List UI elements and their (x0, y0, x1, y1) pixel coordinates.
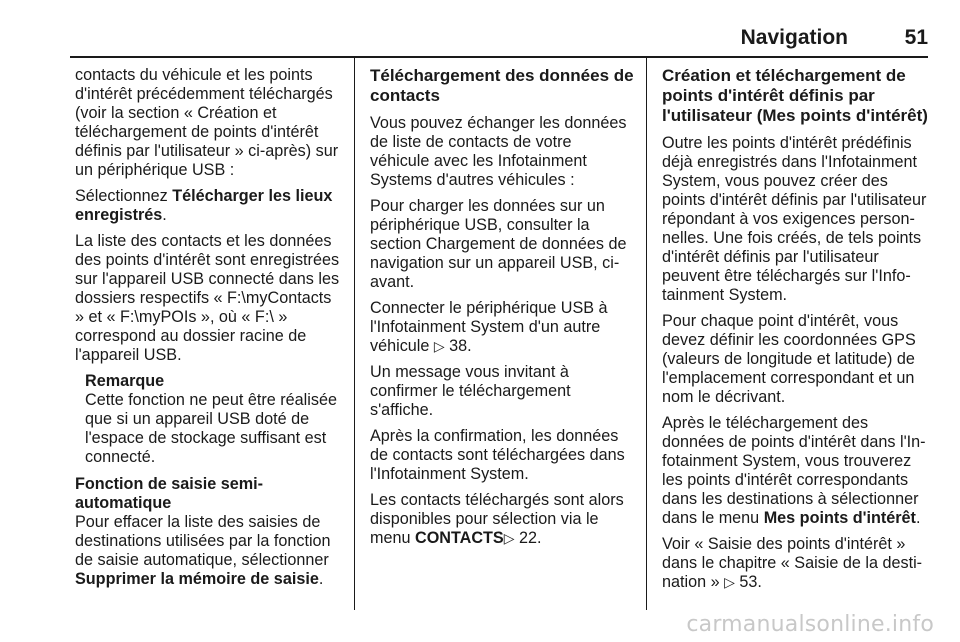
column-divider-1 (354, 58, 355, 610)
page-ref-icon: ▷ (503, 530, 515, 546)
text: Connecter le périphérique USB à l'Infotainment System d'un autre véhicule (370, 299, 608, 355)
paragraph: Outre les points d'intérêt prédéfinis déjà enregistrés dans l'Infotainment System, vous pouvez créer des points d'intérêt définis par l'utilisateur répondant à vos exigences personnelles. Une fois créés, de tels points d'intérêt définis par l'utilisateur peuvent être téléchargés sur l'Infotainment System. (662, 134, 927, 304)
paragraph (662, 535, 928, 592)
paragraph (370, 299, 634, 356)
note-block (75, 372, 341, 467)
chapter-title: Navigation (740, 26, 848, 49)
menu-item-ref: Télécharger les lieux enregistrés (75, 187, 333, 224)
page-header (70, 26, 928, 54)
text: . (162, 206, 167, 224)
paragraph (75, 513, 341, 589)
note-text: Cette fonction ne peut être réalisée que si un appareil USB doté de l'espace de stockage suffisant est connecté. (85, 391, 337, 466)
paragraph: contacts du véhicule et les points d'intérêt précédemment téléchargés (voir la section « Création et téléchargement de points d'intérêt définis par l'utilisateur » ci-après) sur un périphérique USB : (75, 66, 339, 179)
page-ref: 38. (444, 337, 472, 355)
paragraph (75, 187, 341, 225)
column-divider-2 (646, 58, 647, 610)
page-ref-icon: ▷ (724, 574, 735, 590)
menu-item-ref: Supprimer la mémoire de saisie (75, 570, 319, 588)
paragraph: Pour charger les données sur un périphérique USB, consulter la section Chargement de données de navigation sur un appareil USB, ci-avant. (370, 197, 627, 291)
section-heading: Fonction de saisie semi-automatique (75, 475, 264, 512)
paragraph: Après la confirmation, les données de contacts sont téléchargées dans l'Infotainment System. (370, 427, 625, 483)
paragraph: Un message vous invitant à confirmer le téléchargement s'affiche. (370, 363, 571, 419)
text: Sélectionnez (75, 187, 173, 205)
text: Après le téléchargement des données de points d'intérêt dans l'Infotainment System, vous trouverez les points d'intérêt correspondants dans les destinations à sélectionner dans le menu (662, 414, 926, 527)
paragraph (370, 491, 634, 548)
section-heading: Création et téléchargement de points d'intérêt définis par l'utilisateur (Mes points d'intérêt) (662, 66, 928, 125)
page-ref: 22. (514, 529, 542, 547)
column-1 (75, 66, 341, 596)
paragraph: Vous pouvez échanger les données de liste de contacts de votre véhicule avec les Infotainment Systems d'autres véhicules : (370, 114, 627, 189)
paragraph: La liste des contacts et les données des points d'intérêt sont enregistrées sur l'appareil USB connecté dans les dossiers respectifs « F:\myContacts » et « F:\myPOIs », où « F:\ » correspond au dossier racine de l'appareil USB. (75, 232, 340, 364)
watermark: carmanualsonline.info (686, 612, 934, 637)
section-heading: Téléchargement des données de contacts (370, 66, 634, 105)
text: Les contacts téléchargés sont alors disponibles pour sélection via le menu (370, 491, 624, 547)
text: . (318, 570, 324, 588)
text: Voir « Saisie des points d'intérêt » dans le chapitre « Saisie de la destination » (662, 535, 923, 591)
text: Pour effacer la liste des saisies de destinations utilisées par la fonction de saisie automatique, sélectionner (75, 513, 331, 569)
header-rule (70, 56, 928, 58)
page-ref: 53. (734, 573, 762, 591)
note-title: Remarque (85, 372, 165, 390)
menu-item-ref: Mes points d'intérêt (763, 509, 916, 527)
text: . (915, 509, 921, 527)
page-ref-icon: ▷ (433, 338, 445, 354)
menu-item-ref: CONTACTS (415, 529, 504, 547)
paragraph: Pour chaque point d'intérêt, vous devez définir les coordonnées GPS (valeurs de longitude et latitude) de l'emplacement correspondant et un nom le décrivant. (662, 312, 916, 406)
column-3 (662, 66, 928, 599)
paragraph (662, 414, 928, 528)
page-number: 51 (904, 26, 928, 49)
column-2 (370, 66, 634, 555)
